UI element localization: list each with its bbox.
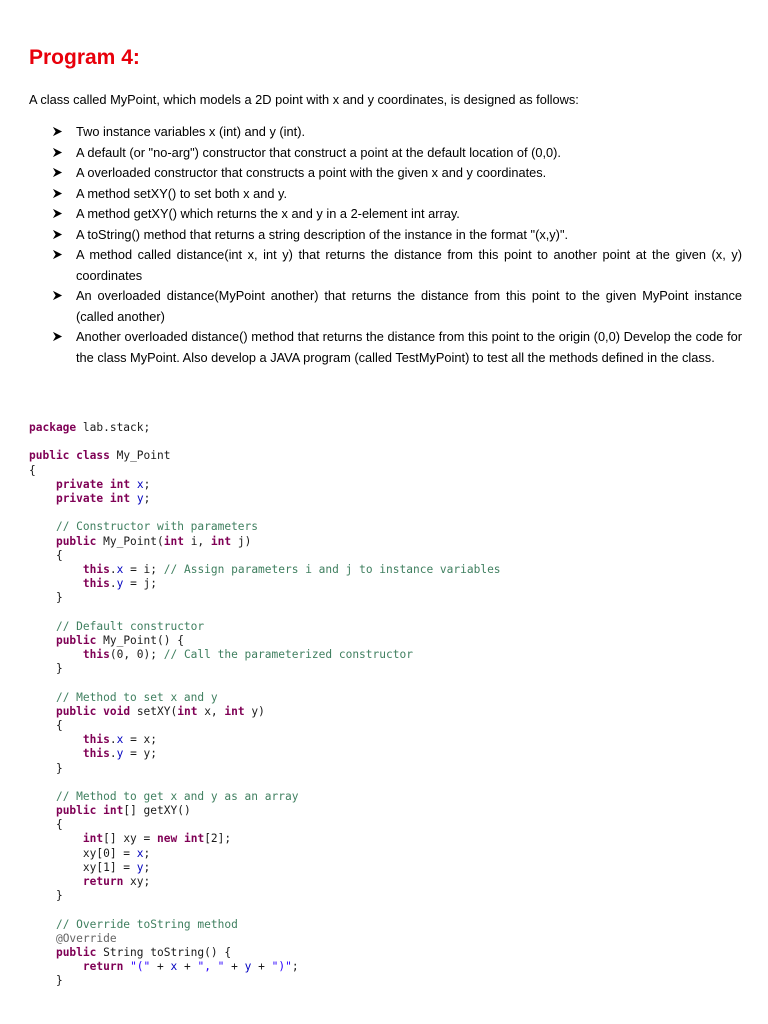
code-line [29,449,749,463]
code-line [29,932,749,946]
code-token [29,634,56,647]
code-token: return [82,875,124,888]
code-token [29,875,83,888]
code-line [29,946,749,960]
list-item [52,204,742,225]
code-token: "(" [130,960,151,974]
code-token: return [82,960,124,974]
code-token: setXY( [130,704,178,718]
code-token: // Assign parameters i and j to instance variables [163,562,501,576]
code-token: + [150,960,171,974]
code-token: { [29,548,63,562]
code-token [29,932,56,945]
code-line [29,605,749,619]
code-token: String toString() { [96,945,232,959]
code-token [103,492,110,505]
code-line [29,535,749,549]
code-token [103,478,110,491]
code-line [29,747,749,761]
code-token: My_Point( [96,534,164,548]
code-token: i, [183,534,211,548]
list-item [52,327,742,368]
code-token: // Override toString method [55,917,238,931]
code-token: package [29,421,77,434]
code-token: x [116,562,124,576]
code-token: xy[1] = [29,860,137,874]
code-line [29,591,749,605]
list-item [52,225,742,246]
code-token [29,520,56,533]
code-token: x [136,846,144,860]
code-token [29,691,56,704]
arrowhead-bullet-icon [52,167,63,178]
code-token: ; [143,491,151,505]
code-token: { [29,718,63,732]
code-token: y [116,747,124,761]
arrowhead-bullet-icon [52,331,63,342]
code-line [29,549,749,563]
arrowhead-bullet-icon [52,147,63,158]
code-token: y [136,491,144,505]
code-token: My_Point() { [96,633,184,647]
intro-paragraph: A class called MyPoint, which models a 2D point with x and y coordinates, is designed as follows: [29,92,579,107]
list-item-text: A default (or "no-arg") constructor that construct a point at the default location of (0,0). [76,144,561,160]
program-heading: Program 4: [29,46,140,69]
code-token: public [55,804,97,818]
code-token: ; [143,846,151,860]
code-line [29,435,749,449]
code-token: . [109,562,117,576]
code-token: y [136,860,144,874]
code-token: (0, 0); [109,648,164,661]
list-item [52,245,742,286]
code-token [29,733,83,746]
code-line [29,776,749,790]
code-token: = j; [123,577,158,591]
code-token: class [76,449,110,463]
code-token [29,492,56,505]
code-line [29,889,749,903]
code-token: int [109,491,131,505]
code-token: ; [291,960,299,974]
list-item-text: An overloaded distance(MyPoint another) that returns the distance from this point to the given MyPoint instance (called another) [76,288,742,324]
code-token [29,960,83,973]
code-token: } [29,591,63,605]
code-token: // Default constructor [55,619,205,633]
code-line [29,464,749,478]
code-token [29,577,83,590]
code-token [130,478,137,491]
code-token: // Constructor with parameters [55,520,259,534]
code-line [29,790,749,804]
arrowhead-bullet-icon [52,249,63,260]
code-token: // Method to get x and y as an array [55,789,299,803]
code-token: y [244,960,252,974]
list-item-text: A method getXY() which returns the x and y in a 2-element int array. [76,206,460,221]
code-line [29,577,749,591]
list-item-text: Two instance variables x (int) and y (int). [76,124,306,139]
code-token [29,563,83,576]
code-token: [] getXY() [123,804,191,818]
code-line [29,719,749,733]
code-token: lab.stack; [76,421,151,434]
requirements-list [52,122,742,368]
code-line [29,705,749,719]
list-item-text: A method setXY() to set both x and y. [76,185,288,201]
code-token: [] xy = [103,832,157,846]
arrowhead-bullet-icon [52,188,63,199]
list-item [52,286,742,327]
code-token: x, [197,704,225,718]
code-line [29,492,749,506]
code-line [29,733,749,747]
code-line [29,918,749,932]
code-token: this [82,747,110,761]
code-token: this [82,648,110,661]
code-token: ; [143,477,151,491]
code-token: y [116,577,124,591]
code-token: = x; [123,733,158,747]
code-token: + [251,960,272,974]
code-token [29,790,56,803]
code-token: My_Point [109,449,171,463]
code-token: @Override [55,931,117,945]
code-line [29,832,749,846]
code-token: public [55,633,97,647]
list-item [52,184,742,205]
code-line [29,634,749,648]
code-line [29,818,749,832]
code-token: void [103,704,131,718]
code-token: { [29,463,36,477]
code-token: this [82,577,110,591]
code-token: // Method to set x and y [55,690,218,704]
arrowhead-bullet-icon [52,208,63,219]
code-token: [2]; [204,832,232,846]
code-token [29,705,56,718]
arrowhead-bullet-icon [52,126,63,137]
code-token [29,918,56,931]
code-token: this [82,733,110,747]
code-token: ")" [271,960,292,974]
code-line [29,520,749,534]
code-token: } [29,974,63,988]
code-token: xy; [123,875,151,888]
code-line [29,662,749,676]
arrowhead-bullet-icon [52,229,63,240]
code-token: new [157,832,178,846]
code-token: . [109,577,117,591]
code-token: private [55,491,104,505]
list-item [52,122,742,143]
code-token: // Call the parameterized constructor [163,648,413,661]
code-token [29,747,83,760]
code-listing [29,421,749,989]
code-token: . [109,733,117,747]
code-token [29,620,56,633]
code-token: int [82,832,104,846]
code-token: int [210,534,232,548]
code-token [29,478,56,491]
code-token: public [55,945,97,959]
list-item-text: A method called distance(int x, int y) that returns the distance from this point to another point at the given (x, y) coordinates [76,247,742,283]
code-token: } [29,889,63,903]
code-token [29,832,83,845]
code-line [29,648,749,662]
code-line [29,875,749,889]
code-line [29,691,749,705]
code-line [29,861,749,875]
code-token [177,832,184,845]
code-token [29,535,56,548]
code-token: private [55,477,104,491]
code-line [29,421,749,435]
code-line [29,762,749,776]
code-token: } [29,662,63,676]
code-token: = i; [123,562,164,576]
code-token: int [109,477,131,491]
code-token: = y; [123,747,158,761]
code-token: public [29,449,70,463]
code-token: public [55,534,97,548]
code-token [29,946,56,959]
code-token: x [116,733,124,747]
code-token: ; [143,860,151,874]
list-item [52,163,742,184]
code-token: int [183,832,205,846]
code-line [29,506,749,520]
code-token: y) [244,704,265,718]
code-token: this [82,562,110,576]
code-token: x [136,477,144,491]
code-token: public [55,704,97,718]
list-item-text: Another overloaded distance() method that returns the distance from this point to the origin (0,0) Develop the code for the class MyPoint. Also develop a JAVA program (called TestMyPoint) to test all the methods defined in the class. [76,329,742,365]
code-line [29,478,749,492]
arrowhead-bullet-icon [52,290,63,301]
code-token: } [29,761,63,775]
code-token: { [29,818,63,832]
code-line [29,620,749,634]
code-token: int [224,704,245,718]
code-token [29,648,83,661]
code-line [29,960,749,974]
list-item-text: A toString() method that returns a string description of the instance in the format "(x,y)". [76,226,569,242]
code-token: ", " [197,960,225,974]
code-line [29,676,749,690]
code-line [29,903,749,917]
list-item [52,143,742,164]
code-line [29,847,749,861]
code-token: int [163,534,184,548]
code-token [130,492,137,505]
code-token: + [177,960,198,974]
code-token: x [170,960,178,974]
code-line [29,563,749,577]
code-token: . [109,747,117,761]
code-line [29,974,749,988]
list-item-text: A overloaded constructor that constructs a point with the given x and y coordinates. [76,165,547,180]
code-line [29,804,749,818]
code-token: j) [231,534,252,548]
code-token: xy[0] = [29,846,137,860]
code-token: int [177,704,198,718]
code-token [29,804,56,817]
code-token: + [224,960,245,974]
code-token: int [103,804,124,818]
